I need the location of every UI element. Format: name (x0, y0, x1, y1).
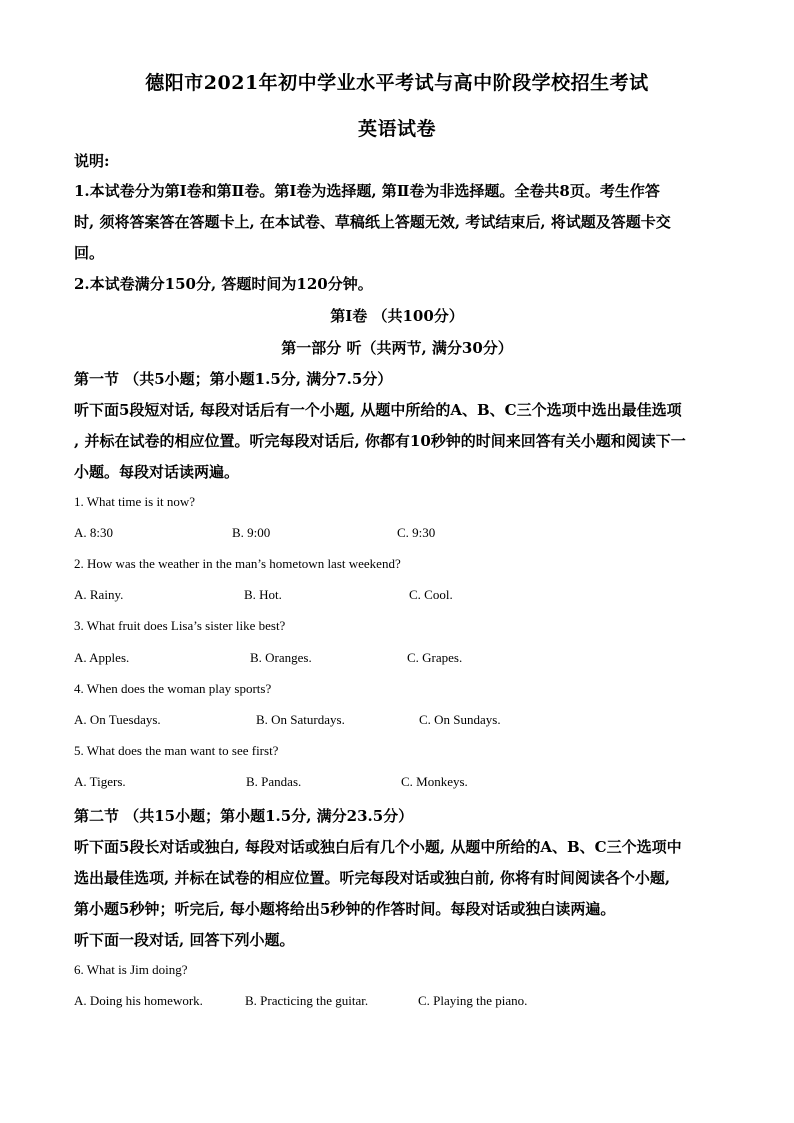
section-1-heading: 第一节 （共5小题；第小题1.5分, 满分7.5分） (74, 370, 393, 388)
question-5-option-a: A. Tigers. (74, 774, 126, 789)
question-3-option-a: A. Apples. (74, 650, 130, 665)
question-3-option-c: C. Grapes. (407, 650, 463, 665)
question-6-option-c: C. Playing the piano. (418, 993, 528, 1008)
section-1-directions-line-1: 听下面5段短对话, 每段对话后有一个小题, 从题中所给的A、B、C三个选项中选出最佳选项 (74, 401, 682, 419)
question-2-option-a: A. Rainy. (74, 587, 124, 602)
question-4-option-a: A. On Tuesdays. (74, 712, 161, 727)
section-2-heading: 第二节 （共15小题；第小题1.5分, 满分23.5分） (74, 807, 414, 825)
instruction-1-line-3: 回。 (74, 244, 105, 262)
question-3-option-b: B. Oranges. (250, 650, 312, 665)
volume-1-heading: 第Ⅰ卷 （共100分） (330, 307, 464, 325)
section-1-directions-line-2: , 并标在试卷的相应位置。听完每段对话后, 你都有10秒钟的时间来回答有关小题和阅读下一 (74, 432, 686, 450)
section-2-directions-line-2: 选出最佳选项, 并标在试卷的相应位置。听完每段对话或独白前, 你将有时间阅读各个小题, (74, 869, 671, 887)
question-5-stem: 5. What does the man want to see first? (74, 743, 279, 758)
exam-title: 德阳市2021年初中学业水平考试与高中阶段学校招生考试 (145, 72, 649, 94)
instruction-2: 2.本试卷满分150分, 答题时间为120分钟。 (74, 275, 373, 293)
question-6-option-b: B. Practicing the guitar. (245, 993, 369, 1008)
section-1-directions-line-3: 小题。每段对话读两遍。 (74, 463, 240, 481)
section-2-directions-line-1: 听下面5段长对话或独白, 每段对话或独白后有几个小题, 从题中所给的A、B、C三个选项中 (74, 838, 682, 856)
question-1-option-b: B. 9:00 (232, 525, 271, 540)
part-1-heading: 第一部分 听（共两节, 满分30分） (281, 339, 513, 357)
question-5-option-c: C. Monkeys. (401, 774, 468, 789)
instructions-label: 说明: (74, 152, 110, 170)
question-2-option-b: B. Hot. (244, 587, 282, 602)
question-6-stem: 6. What is Jim doing? (74, 962, 188, 977)
section-2-directions-line-3: 第小题5秒钟；听完后, 每小题将给出5秒钟的作答时间。每段对话或独白读两遍。 (74, 900, 616, 918)
exam-subtitle: 英语试卷 (357, 118, 436, 140)
question-2-stem: 2. How was the weather in the man’s hometown last weekend? (74, 556, 401, 571)
question-1-option-c: C. 9:30 (397, 525, 436, 540)
instruction-1-line-1: 1.本试卷分为第Ⅰ卷和第Ⅱ卷。第Ⅰ卷为选择题, 第Ⅱ卷为非选择题。全卷共8页。考生作答 (74, 182, 660, 200)
question-4-option-b: B. On Saturdays. (256, 712, 345, 727)
question-1-option-a: A. 8:30 (74, 525, 113, 540)
question-2-option-c: C. Cool. (409, 587, 453, 602)
question-1-stem: 1. What time is it now? (74, 494, 196, 509)
question-5-option-b: B. Pandas. (246, 774, 302, 789)
instruction-1-line-2: 时, 须将答案答在答题卡上, 在本试卷、草稿纸上答题无效, 考试结束后, 将试题及答题卡交 (74, 213, 671, 231)
section-2-sub-directions: 听下面一段对话, 回答下列小题。 (74, 931, 295, 949)
question-6-option-a: A. Doing his homework. (74, 993, 203, 1008)
question-3-stem: 3. What fruit does Lisa’s sister like best? (74, 618, 286, 633)
question-4-stem: 4. When does the woman play sports? (74, 681, 272, 696)
question-4-option-c: C. On Sundays. (419, 712, 501, 727)
